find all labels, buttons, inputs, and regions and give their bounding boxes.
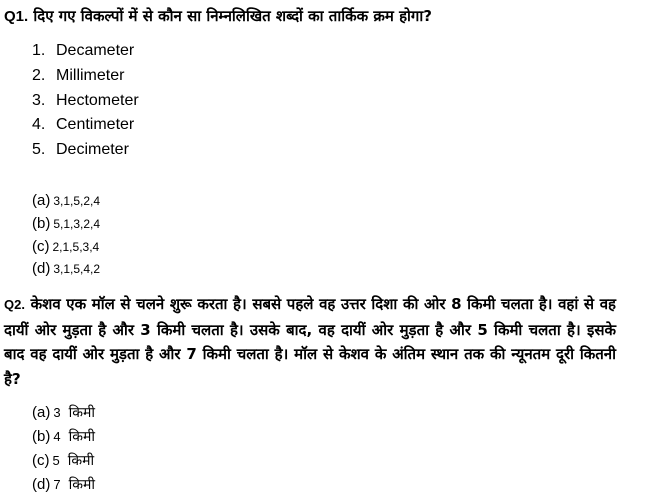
list-item-text: Decameter	[56, 42, 135, 59]
q2-option-d	[32, 472, 95, 496]
q1-option-d	[32, 257, 100, 280]
q1-option-a	[32, 189, 100, 212]
list-item-text: Hectometer	[56, 91, 139, 109]
option-tag: (c)	[32, 452, 50, 469]
option-value: 5	[52, 453, 60, 468]
list-item-number: 3.	[32, 91, 46, 109]
q1-options	[32, 189, 100, 280]
q2-option-b	[32, 424, 95, 448]
q2-option-a	[32, 400, 95, 424]
list-item	[32, 39, 139, 64]
option-tag: (b)	[32, 214, 51, 232]
option-unit: किमी	[68, 429, 95, 445]
list-item-number: 4.	[32, 116, 46, 134]
option-value: 7	[53, 477, 61, 492]
list-item-number: 1.	[32, 42, 46, 59]
q2-number: Q2.	[4, 297, 25, 312]
option-tag: (a)	[32, 192, 51, 209]
option-tag: (d)	[32, 476, 51, 493]
q1-text: दिए गए विकल्पों में से कौन सा निम्नलिखित शब्दों का तार्किक क्रम होगा?	[33, 7, 432, 25]
q1-option-b	[32, 212, 100, 235]
q2-options	[32, 400, 95, 496]
option-value: 2,1,5,3,4	[52, 239, 100, 254]
option-unit: किमी	[67, 453, 95, 469]
option-tag: (a)	[32, 404, 51, 421]
option-tag: (c)	[32, 237, 50, 255]
q1-option-c	[32, 235, 100, 258]
option-value: 4	[53, 429, 61, 444]
option-value: 3,1,5,2,4	[53, 194, 101, 208]
list-item	[32, 138, 139, 163]
option-value: 5,1,3,2,4	[53, 216, 101, 231]
option-value: 3	[53, 405, 61, 420]
option-tag: (b)	[32, 428, 51, 445]
q1-number: Q1.	[4, 8, 29, 25]
option-tag: (d)	[32, 260, 51, 278]
option-unit: किमी	[68, 477, 95, 493]
q2-text: केशव एक मॉल से चलने शुरू करता है। सबसे पहले वह उत्तर दिशा की ओर 8 किमी चलता है। वहां से वह दायीं ओर मुड़ता है और 3 किमी चलता है। उसके बाद, वह दायीं ओर मुड़ता है और 5 किमी चलता है। इसके बाद वह दायीं ओर मुड़ता है और 7 किमी चलता है। मॉल से केशव के अंतिम स्थान तक की न्यूनतम दूरी कितनी है?	[4, 295, 616, 388]
list-item-number: 5.	[32, 141, 46, 159]
list-item	[32, 113, 139, 138]
q1-word-list	[32, 39, 139, 163]
list-item	[32, 64, 139, 89]
list-item-text: Millimeter	[56, 66, 125, 84]
list-item-text: Centimeter	[56, 116, 135, 134]
list-item-text: Decimeter	[56, 141, 129, 159]
q1-heading	[4, 4, 640, 29]
option-value: 3,1,5,4,2	[53, 262, 101, 277]
q2-heading	[4, 292, 616, 391]
list-item-number: 2.	[32, 66, 46, 84]
list-item	[32, 89, 139, 114]
option-unit: किमी	[68, 405, 95, 421]
q2-option-c	[32, 448, 95, 472]
